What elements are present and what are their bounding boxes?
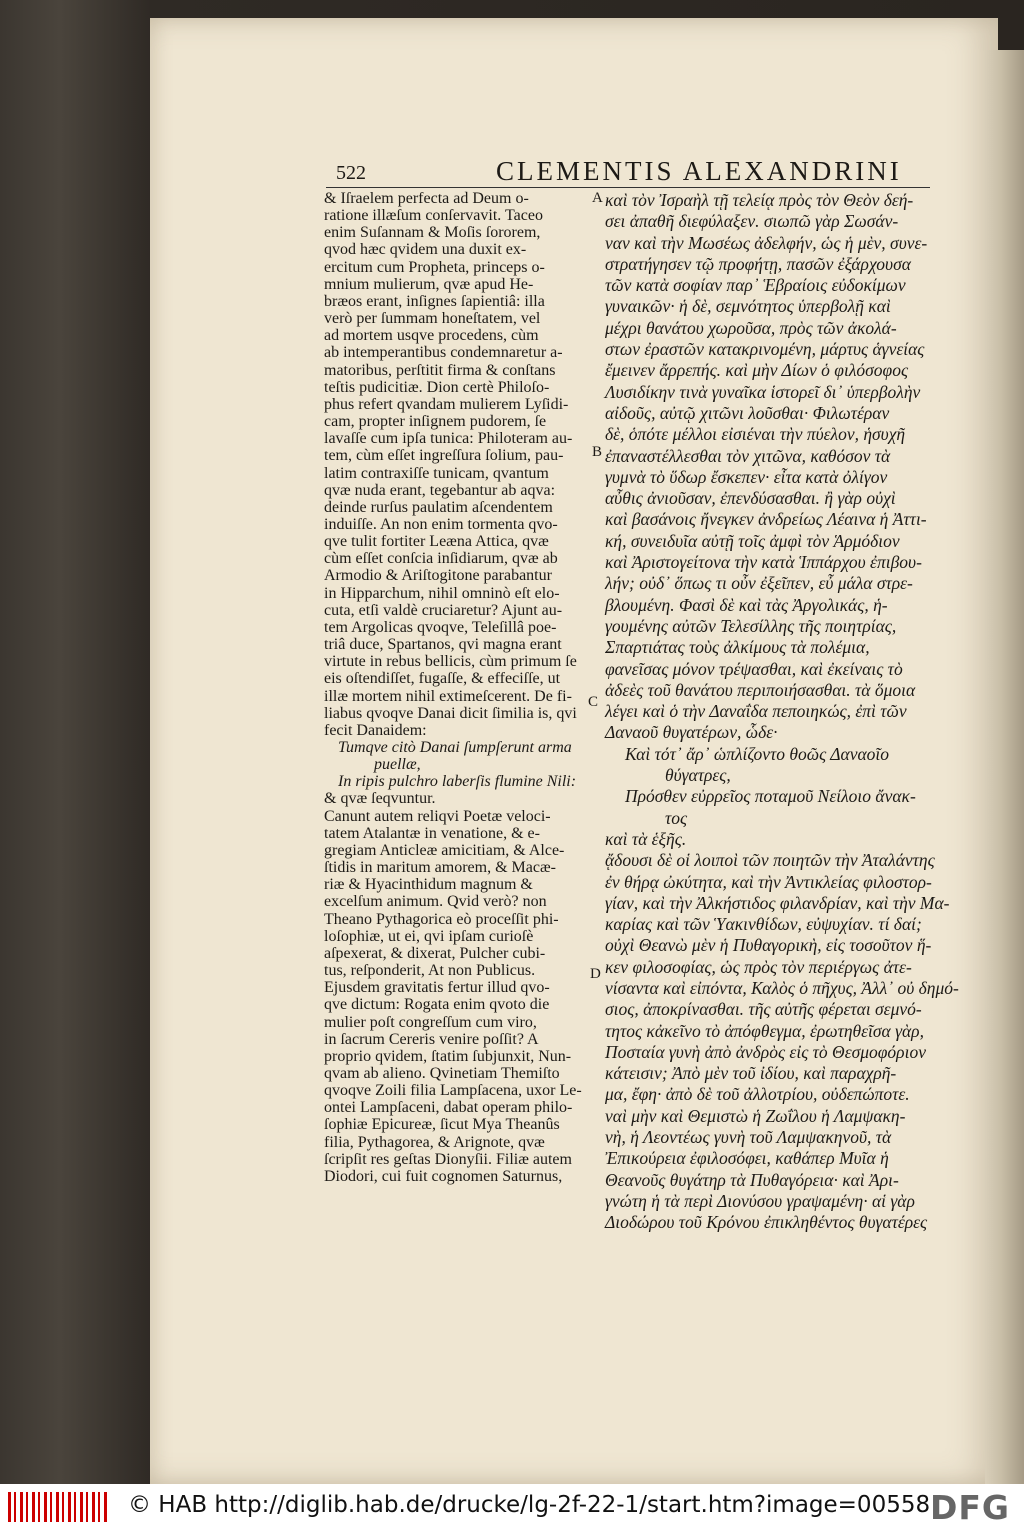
latin-text-line: ſophiæ Epicureæ, ſicut Mya Theanûs <box>324 1116 560 1134</box>
greek-text-line: ναν καὶ τὴν Μωσέως ἀδελφήν, ὡς ἡ μὲν, συνε- <box>605 232 928 253</box>
greek-text-line: Δαναοῦ θυγατέρων, ὧδε· <box>605 722 778 743</box>
greek-text-line: γνώτη ἡ τὰ περὶ Διονύσου γραψαμένη· αἱ γὰρ <box>605 1190 915 1211</box>
greek-text-line: φανεῖσας μόνον τρέψασθαι, καὶ ἐκείναις τὸ <box>605 658 903 679</box>
latin-text-line: qve tulit fortiter Leæna Attica, qvæ <box>324 533 549 551</box>
latin-text-line: fecit Danaidem: <box>324 721 427 739</box>
latin-verse-line: puellæ, <box>374 756 421 774</box>
facing-page-edge <box>985 50 1024 1484</box>
latin-text-line: Armodio & Ariſtogitone parabantur <box>324 567 552 585</box>
greek-verse-line: τος <box>665 807 688 828</box>
source-url[interactable]: © HAB http://diglib.hab.de/drucke/lg-2f-22-1/start.htm?image=00558 <box>128 1492 931 1518</box>
margin-letter-b: B <box>592 444 603 460</box>
latin-text-line: verò per ſummam honeſtatem, vel <box>324 310 541 328</box>
page-number: 522 <box>336 162 366 184</box>
latin-text-line: ontei Lampſaceni, dabat operam philo- <box>324 1099 573 1117</box>
greek-text-line: Ἐπικούρεια ἐφιλοσόφει, καθάπερ Μυῖα ἡ <box>605 1148 889 1169</box>
greek-text-line: μέχρι θανάτου χωροῦσα, πρὸς τῶν ἀκολά- <box>605 317 897 338</box>
greek-text-line: ἔμεινεν ἄρρεπής. καὶ μὴν Δίων ὁ φιλόσοφος <box>605 360 909 381</box>
greek-text-line: γίαν, καὶ τὴν Ἀλκήστιδος φιλανδρίαν, καὶ τὴν Μα- <box>605 892 950 913</box>
latin-text-line: tem Argolicas qvoqve, Teleſillâ poe- <box>324 618 557 636</box>
greek-text-line: κεν φιλοσοφίας, ὡς πρὸς τὸν περιέργως ἀτε- <box>605 956 912 977</box>
latin-text-line: qvam ab alieno. Qvinetiam Themiſto <box>324 1064 560 1082</box>
dfg-logo: DFG <box>930 1488 1011 1527</box>
latin-text-line: deinde rurſus paulatim aſcendentem <box>324 498 553 516</box>
latin-text-line: eis oſtendiſſet, fugaſſe, & effeciſſe, ut <box>324 670 561 688</box>
greek-text-line: καὶ τὰ ἑξῆς. <box>605 828 687 849</box>
running-title: CLEMENTIS ALEXANDRINI <box>496 156 902 186</box>
greek-text-line: κή, συνειδυῖα αὐτῇ τοῖς ἀμφὶ τὸν Ἁρμόδιον <box>605 530 900 551</box>
footer-bar <box>0 1484 1024 1529</box>
greek-text-line: Ποσταία γυνὴ ἀπὸ ἀνδρὸς εἰς τὸ Θεσμοφόριον <box>605 1041 926 1062</box>
latin-text-line: ab intemperantibus condemnaretur a- <box>324 344 563 362</box>
latin-text-line: qvod hæc qvidem una duxit ex- <box>324 241 527 259</box>
latin-text-line: gregiam Anticleæ amicitiam, & Alce- <box>324 841 565 859</box>
greek-text-line: ᾄδουσι δὲ οἱ λοιποὶ τῶν ποιητῶν τὴν Ἀταλάντης <box>605 850 935 871</box>
greek-text-line: βλουμένη. Φασὶ δὲ καὶ τὰς Ἀργολικάς, ἡ- <box>605 594 888 615</box>
latin-verse-line: In ripis pulchro laberſis flumine Nili: <box>338 773 577 791</box>
latin-text-line: tatem Atalantæ in venatione, & e- <box>324 824 540 842</box>
latin-text-line: mnium mulierum, qvæ apud He- <box>324 275 534 293</box>
greek-text-line: σιος, ἀποκρίνασθαι. τῆς αὐτῆς φέρεται σεμνό- <box>605 999 922 1020</box>
latin-text-line: Canunt autem reliqvi Poetæ veloci- <box>324 807 551 825</box>
latin-text-line: triâ duce, Spartanos, qvi magna erant <box>324 636 562 654</box>
greek-text-line: κάτεισιν; Ἀπὸ μὲν τοῦ ἰδίου, καὶ παραχρῆ- <box>605 1063 897 1084</box>
latin-text-line: ercitum cum Propheta, princeps o- <box>324 258 545 276</box>
latin-text-line: phus refert qvandam mulierem Lyſidi- <box>324 395 569 413</box>
latin-text-line: tem, cùm eſſet ingreſſura ſolium, pau- <box>324 447 564 465</box>
latin-text-line: Ejusdem gravitatis fertur illud qvo- <box>324 979 550 997</box>
greek-text-line: γυναικῶν· ἡ δὲ, σεμνότητος ὑπερβολῇ καὶ <box>605 296 891 317</box>
greek-text-line: σει ἀπαθῆ διεφύλαξεν. σιωπῶ γὰρ Σωσάν- <box>605 211 899 232</box>
greek-text-line: ἐν θήρᾳ ὠκύτητα, καὶ τὴν Ἀντικλείας φιλοστορ- <box>605 871 932 892</box>
greek-text-line: αἰδοῦς, αὐτῷ χιτῶνι λοῦσθαι· Φιλωτέραν <box>605 402 890 423</box>
greek-text-line: Λυσιδίκην τινὰ γυναῖκα ἱστορεῖ δι᾽ ὑπερβολὴν <box>605 381 921 402</box>
latin-text-line: qvoqve Zoili filia Lampſacena, uxor Le- <box>324 1082 582 1100</box>
latin-text-line: riæ & Hyacinthidum magnum & <box>324 876 533 894</box>
greek-text-line: καὶ τὸν Ἰσραὴλ τῇ τελείᾳ πρὸς τὸν Θεὸν δεή- <box>605 190 914 210</box>
latin-text-line: virtute in rebus bellicis, cùm primum ſe <box>324 653 577 671</box>
latin-text-line: aſpexerat, & dixerat, Pulcher cubi- <box>324 944 546 962</box>
greek-text-line: Σπαρτιάτας τοὺς ἀλκίμους τὰ πολέμια, <box>605 637 870 658</box>
latin-text-line: & qvæ ſeqvuntur. <box>324 790 436 808</box>
latin-text-line: ratione illæſum conſervavit. Taceo <box>324 207 543 225</box>
margin-letter-c: C <box>588 694 599 710</box>
latin-text-line: & Iſraelem perfecta ad Deum o- <box>324 190 529 207</box>
greek-text-line: νὴ, ἡ Λεοντέως γυνὴ τοῦ Λαμψακηνοῦ, τὰ <box>605 1127 892 1148</box>
latin-text-line: induiſſe. An non enim tormenta qvo- <box>324 515 558 533</box>
latin-text-line: excelſum animum. Qvid verò? non <box>324 893 547 911</box>
latin-text-line: qvæ nuda erant, tegebantur ab aqva: <box>324 481 556 499</box>
latin-column <box>324 190 590 1185</box>
greek-text-line: καρίας καὶ τῶν Ὑακινθίδων, εὐψυχίαν. τί δαί; <box>605 914 922 935</box>
latin-text-line: bræos erant, inſignes ſapientiâ: illa <box>324 292 545 310</box>
greek-text-line: ἀδεὲς τοῦ θανάτου περιποιήσασθαι. τὰ ὅμοια <box>605 679 916 700</box>
latin-text-line: ſtidis in maritum amorem, & Macæ- <box>324 859 556 877</box>
greek-text-line: γουμένης αὐτῶν Τελεσίλλης τῆς ποιητρίας, <box>605 615 897 636</box>
greek-text-line: δὲ, ὁπότε μέλλοι εἰσιέναι τὴν πύελον, ἡσυχῆ <box>605 424 906 445</box>
greek-text-line: Θεανοῦς θυγάτηρ τὰ Πυθαγόρεια· καὶ Ἀρι- <box>605 1169 899 1190</box>
greek-text-line: καὶ Ἀριστογείτονα τὴν κατὰ Ἱππάρχου ἐπιβου- <box>605 552 922 573</box>
greek-text-line: οὐχὶ Θεανὼ μὲν ἡ Πυθαγορικὴ, εἰς τοσοῦτον ἥ- <box>605 935 932 956</box>
latin-text-line: tus, reſponderit, At non Publicus. <box>324 962 536 980</box>
greek-column <box>605 190 959 1234</box>
latin-text-line: matoribus, perſtitit firma & conſtans <box>324 361 556 379</box>
margin-letter-d: D <box>590 966 601 982</box>
latin-text-line: mulier poſt congreſſum cum viro, <box>324 1013 537 1031</box>
latin-text-line: Theano Pythagorica eò proceſſit phi- <box>324 910 559 928</box>
greek-verse-line: θύγατρες, <box>665 765 731 786</box>
greek-verse-line: Πρόσθεν εὐρρεῖος ποταμοῦ Νείλοιο ἄνακ- <box>625 786 916 807</box>
greek-text-line: αὖθις ἀνιοῦσαν, ἐπενδύσασθαι. ἢ γὰρ οὐχὶ <box>605 488 896 509</box>
greek-text-line: στων ἐραστῶν κατακρινομένη, μάρτυς ἁγνείας <box>605 339 925 360</box>
latin-text-line: ad mortem usqve procedens, cùm <box>324 327 539 345</box>
latin-text-line: lavaſſe cum ipſa tunica: Philoteram au- <box>324 430 573 448</box>
latin-text-line: enim Suſannam & Moſis ſororem, <box>324 224 541 242</box>
latin-verse-line: Tumqve citò Danai ſumpſerunt arma <box>338 739 572 756</box>
greek-text-line: μα, ἔφη· ἀπὸ δὲ τοῦ ἀλλοτρίου, οὐδεπώποτε. <box>605 1084 910 1105</box>
greek-text-line: ἐπαναστέλλεσθαι τὸν χιτῶνα, καθόσον τὰ <box>605 445 891 466</box>
latin-text-line: loſophiæ, ut ei, qvi ipſam curioſè <box>324 927 534 945</box>
greek-text-line: Διοδώρου τοῦ Κρόνου ἐπικληθέντος θυγατέρες <box>605 1212 928 1233</box>
latin-text-line: cam, propter inſignem pudorem, ſe <box>324 413 547 431</box>
latin-text-line: teſtis pudicitiæ. Dion certè Philoſo- <box>324 378 550 396</box>
greek-text-line: γυμνὰ τὸ ὕδωρ ἔσκεπεν· εἶτα κατὰ ὀλίγον <box>605 466 888 487</box>
greek-text-line: τῶν κατὰ σοφίαν παρ᾽ Ἑβραίοις εὐδοκίμων <box>605 275 906 296</box>
latin-text-line: liabus qvoqve Danai dicit ſimilia is, qvi <box>324 704 577 722</box>
header-rule <box>326 187 930 188</box>
greek-text-line: λέγει καὶ ὁ τὴν Δαναΐδα πεποιηκώς, ἐπὶ τῶν <box>605 701 907 722</box>
latin-text-line: proprio qvidem, ſtatim ſubjunxit, Nun- <box>324 1047 572 1065</box>
latin-text-line: in Hipparchum, nihil omninò eſt elo- <box>324 584 560 602</box>
latin-text-line: illæ mortem nihil extimeſcerent. De fi- <box>324 687 572 705</box>
greek-text-line: στρατήγησεν τῷ προφήτῃ, πασῶν ἐξάρχουσα <box>605 253 911 274</box>
latin-text-line: qve dictum: Rogata enim qvoto die <box>324 996 550 1014</box>
latin-text-line: ſcripſit res geſtas Dionyſii. Filiæ autem <box>324 1150 572 1168</box>
greek-text-line: καὶ βασάνοις ἤνεγκεν ἀνδρείως Λέαινα ἡ Ἀττι- <box>605 509 927 530</box>
greek-text-line: τητος κἀκεῖνο τὸ ἀπόφθεγμα, ἐρωτηθεῖσα γὰρ, <box>605 1020 924 1041</box>
greek-text-line: ναὶ μὴν καὶ Θεμιστὼ ἡ Ζωΐλου ἡ Λαμψακη- <box>605 1105 906 1126</box>
greek-text-line: νίσαντα καὶ εἰπόντα, Καλὸς ὁ πῆχυς, Ἀλλ᾽ οὐ δημό- <box>605 977 959 998</box>
greek-text-line: λήν; οὐδ᾽ ὅπως τι οὖν ἐξεῖπεν, εὖ μάλα στρε- <box>605 573 913 594</box>
margin-letter-a: A <box>592 190 603 206</box>
latin-text-line: in ſacrum Cereris venire poſſit? A <box>324 1030 539 1048</box>
latin-text-line: Diodori, cui fuit cognomen Saturnus, <box>324 1167 563 1185</box>
latin-text-line: latim contraxiſſe tunicam, qvantum <box>324 464 549 482</box>
latin-text-line: cùm eſſet conſcia inſidiarum, qvæ ab <box>324 550 558 568</box>
greek-verse-line: Καὶ τότ᾽ ἄρ᾽ ὡπλίζοντο θοῶς Δαναοῖο <box>625 743 890 764</box>
latin-text-line: filia, Pythagorea, & Arignote, qvæ <box>324 1133 545 1151</box>
barcode-icon <box>8 1492 108 1522</box>
latin-text-line: cuta, etſi valdè cruciaretur? Ajunt au- <box>324 601 563 619</box>
